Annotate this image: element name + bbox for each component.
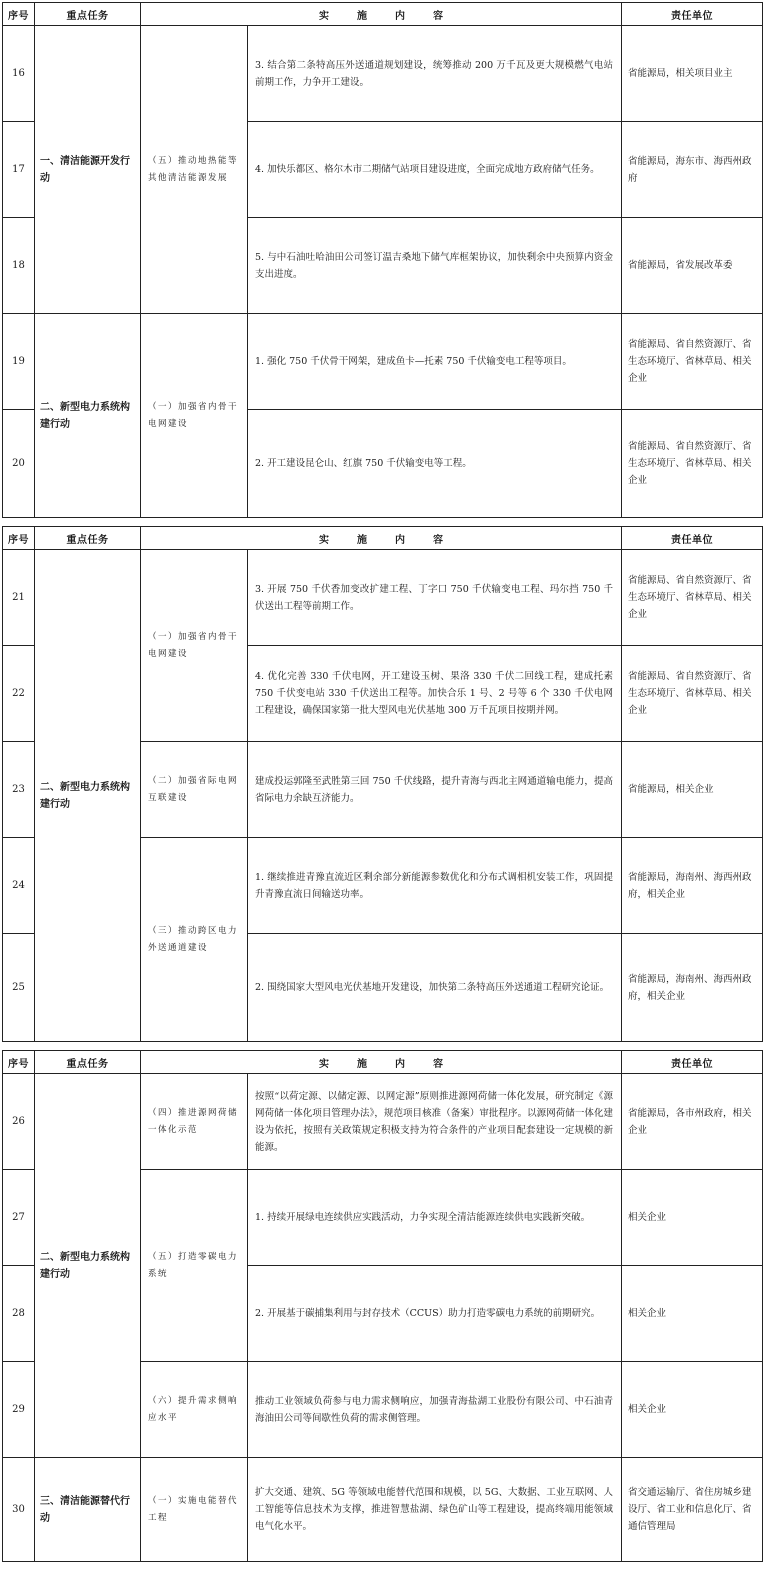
content-cell: 推动工业领域负荷参与电力需求侧响应，加强青海盐湖工业股份有限公司、中石油青海油田公司等间歇性负荷的需求侧管理。: [248, 1362, 622, 1458]
table-block-1: [2, 2, 762, 518]
key-task: 二、新型电力系统构建行动: [35, 1074, 141, 1458]
sub-task: （一）加强省内骨干电网建设: [141, 550, 248, 742]
unit-cell: 相关企业: [622, 1170, 763, 1266]
key-task: 二、新型电力系统构建行动: [35, 314, 141, 518]
row-number: 30: [3, 1458, 35, 1562]
table-block-3: [2, 1050, 762, 1562]
row-number: 26: [3, 1074, 35, 1170]
header-no: 序号: [3, 527, 35, 550]
task-table: [2, 1050, 763, 1562]
table-block-2: [2, 526, 762, 1042]
content-cell: 2. 围绕国家大型风电光伏基地开发建设，加快第二条特高压外送通道工程研究论证。: [248, 934, 622, 1042]
row-number: 19: [3, 314, 35, 410]
unit-cell: 省能源局、省自然资源厅、省生态环境厅、省林草局、相关企业: [622, 550, 763, 646]
unit-cell: 省能源局，海南州、海西州政府，相关企业: [622, 838, 763, 934]
content-cell: 1. 持续开展绿电连续供应实践活动，力争实现全清洁能源连续供电实践新突破。: [248, 1170, 622, 1266]
row-number: 25: [3, 934, 35, 1042]
header-task: 重点任务: [35, 527, 141, 550]
header-row: [3, 3, 763, 26]
unit-cell: 相关企业: [622, 1266, 763, 1362]
header-task: 重点任务: [35, 1051, 141, 1074]
unit-cell: 省能源局、省自然资源厅、省生态环境厅、省林草局、相关企业: [622, 410, 763, 518]
header-unit: 责任单位: [622, 3, 763, 26]
row-number: 24: [3, 838, 35, 934]
header-content: 实 施 内 容: [141, 1051, 622, 1074]
unit-cell: 省能源局，海南州、海西州政府，相关企业: [622, 934, 763, 1042]
header-content: 实 施 内 容: [141, 527, 622, 550]
table-row: [3, 1458, 763, 1562]
sub-task: （一）加强省内骨干电网建设: [141, 314, 248, 518]
sub-task: （五）打造零碳电力系统: [141, 1170, 248, 1362]
row-number: 21: [3, 550, 35, 646]
task-table: [2, 526, 763, 1042]
header-task: 重点任务: [35, 3, 141, 26]
key-task: 一、清洁能源开发行动: [35, 26, 141, 314]
sub-task: （一）实施电能替代工程: [141, 1458, 248, 1562]
header-no: 序号: [3, 1051, 35, 1074]
row-number: 20: [3, 410, 35, 518]
sub-task: （三）推动跨区电力外送通道建设: [141, 838, 248, 1042]
header-no: 序号: [3, 3, 35, 26]
content-cell: 3. 开展 750 千伏香加变改扩建工程、丁字口 750 千伏输变电工程、玛尔挡 750 千伏送出工程等前期工作。: [248, 550, 622, 646]
header-row: [3, 527, 763, 550]
content-cell: 扩大交通、建筑、5G 等领域电能替代范围和规模，以 5G、大数据、工业互联网、人工智能等信息技术为支撑，推进智慧盐湖、绿色矿山等工程建设，提高终端用能领域电气化水平。: [248, 1458, 622, 1562]
content-cell: 3. 结合第二条特高压外送通道规划建设，统筹推动 200 万千瓦及更大规模燃气电站前期工作，力争开工建设。: [248, 26, 622, 122]
task-table: [2, 2, 763, 518]
header-content: 实 施 内 容: [141, 3, 622, 26]
header-row: [3, 1051, 763, 1074]
content-cell: 2. 开展基于碳捕集利用与封存技术（CCUS）助力打造零碳电力系统的前期研究。: [248, 1266, 622, 1362]
table-row: [3, 314, 763, 410]
unit-cell: 省交通运输厅、省住房城乡建设厅、省工业和信息化厅、省通信管理局: [622, 1458, 763, 1562]
unit-cell: 相关企业: [622, 1362, 763, 1458]
sub-task: （四）推进源网荷储一体化示范: [141, 1074, 248, 1170]
sub-task: （六）提升需求侧响应水平: [141, 1362, 248, 1458]
row-number: 27: [3, 1170, 35, 1266]
row-number: 28: [3, 1266, 35, 1362]
key-task: 三、清洁能源替代行动: [35, 1458, 141, 1562]
table-row: [3, 550, 763, 646]
unit-cell: 省能源局，各市州政府，相关企业: [622, 1074, 763, 1170]
content-cell: 按照“以荷定源、以储定源、以网定源”原则推进源网荷储一体化发展，研究制定《源网荷储一体化项目管理办法》，规范项目核准（备案）审批程序。以源网荷储一体化建设为依托，按照有关政策规定积极支持为符合条件的产业项目配套建设一定规模的新能源。: [248, 1074, 622, 1170]
row-number: 22: [3, 646, 35, 742]
row-number: 29: [3, 1362, 35, 1458]
row-number: 17: [3, 122, 35, 218]
header-unit: 责任单位: [622, 1051, 763, 1074]
unit-cell: 省能源局，相关项目业主: [622, 26, 763, 122]
row-number: 23: [3, 742, 35, 838]
sub-task: （五）推动地热能等其他清洁能源发展: [141, 26, 248, 314]
content-cell: 2. 开工建设昆仑山、红旗 750 千伏输变电等工程。: [248, 410, 622, 518]
unit-cell: 省能源局，海东市、海西州政府: [622, 122, 763, 218]
content-cell: 1. 强化 750 千伏骨干网架，建成鱼卡—托素 750 千伏输变电工程等项目。: [248, 314, 622, 410]
unit-cell: 省能源局、省自然资源厅、省生态环境厅、省林草局、相关企业: [622, 314, 763, 410]
unit-cell: 省能源局，省发展改革委: [622, 218, 763, 314]
unit-cell: 省能源局，相关企业: [622, 742, 763, 838]
content-cell: 4. 加快乐都区、格尔木市二期储气站项目建设进度，全面完成地方政府储气任务。: [248, 122, 622, 218]
row-number: 18: [3, 218, 35, 314]
key-task: 二、新型电力系统构建行动: [35, 550, 141, 1042]
content-cell: 建成投运郭隆至武胜第三回 750 千伏线路，提升青海与西北主网通道输电能力，提高省际电力余缺互济能力。: [248, 742, 622, 838]
table-row: [3, 26, 763, 122]
row-number: 16: [3, 26, 35, 122]
table-row: [3, 1074, 763, 1170]
content-cell: 5. 与中石油吐哈油田公司签订温吉桑地下储气库框架协议，加快剩余中央预算内资金支出进度。: [248, 218, 622, 314]
header-unit: 责任单位: [622, 527, 763, 550]
content-cell: 1. 继续推进青豫直流近区剩余部分新能源参数优化和分布式调相机安装工作，巩固提升青豫直流日间输送功率。: [248, 838, 622, 934]
unit-cell: 省能源局、省自然资源厅、省生态环境厅、省林草局、相关企业: [622, 646, 763, 742]
content-cell: 4. 优化完善 330 千伏电网，开工建设玉树、果洛 330 千伏二回线工程，建成托素 750 千伏变电站 330 千伏送出工程等。加快合乐 1 号、2 号等 6 个 330 千伏电网工程建设，确保国家第一批大型风电光伏基地 300 万千瓦项目按期并网。: [248, 646, 622, 742]
sub-task: （二）加强省际电网互联建设: [141, 742, 248, 838]
